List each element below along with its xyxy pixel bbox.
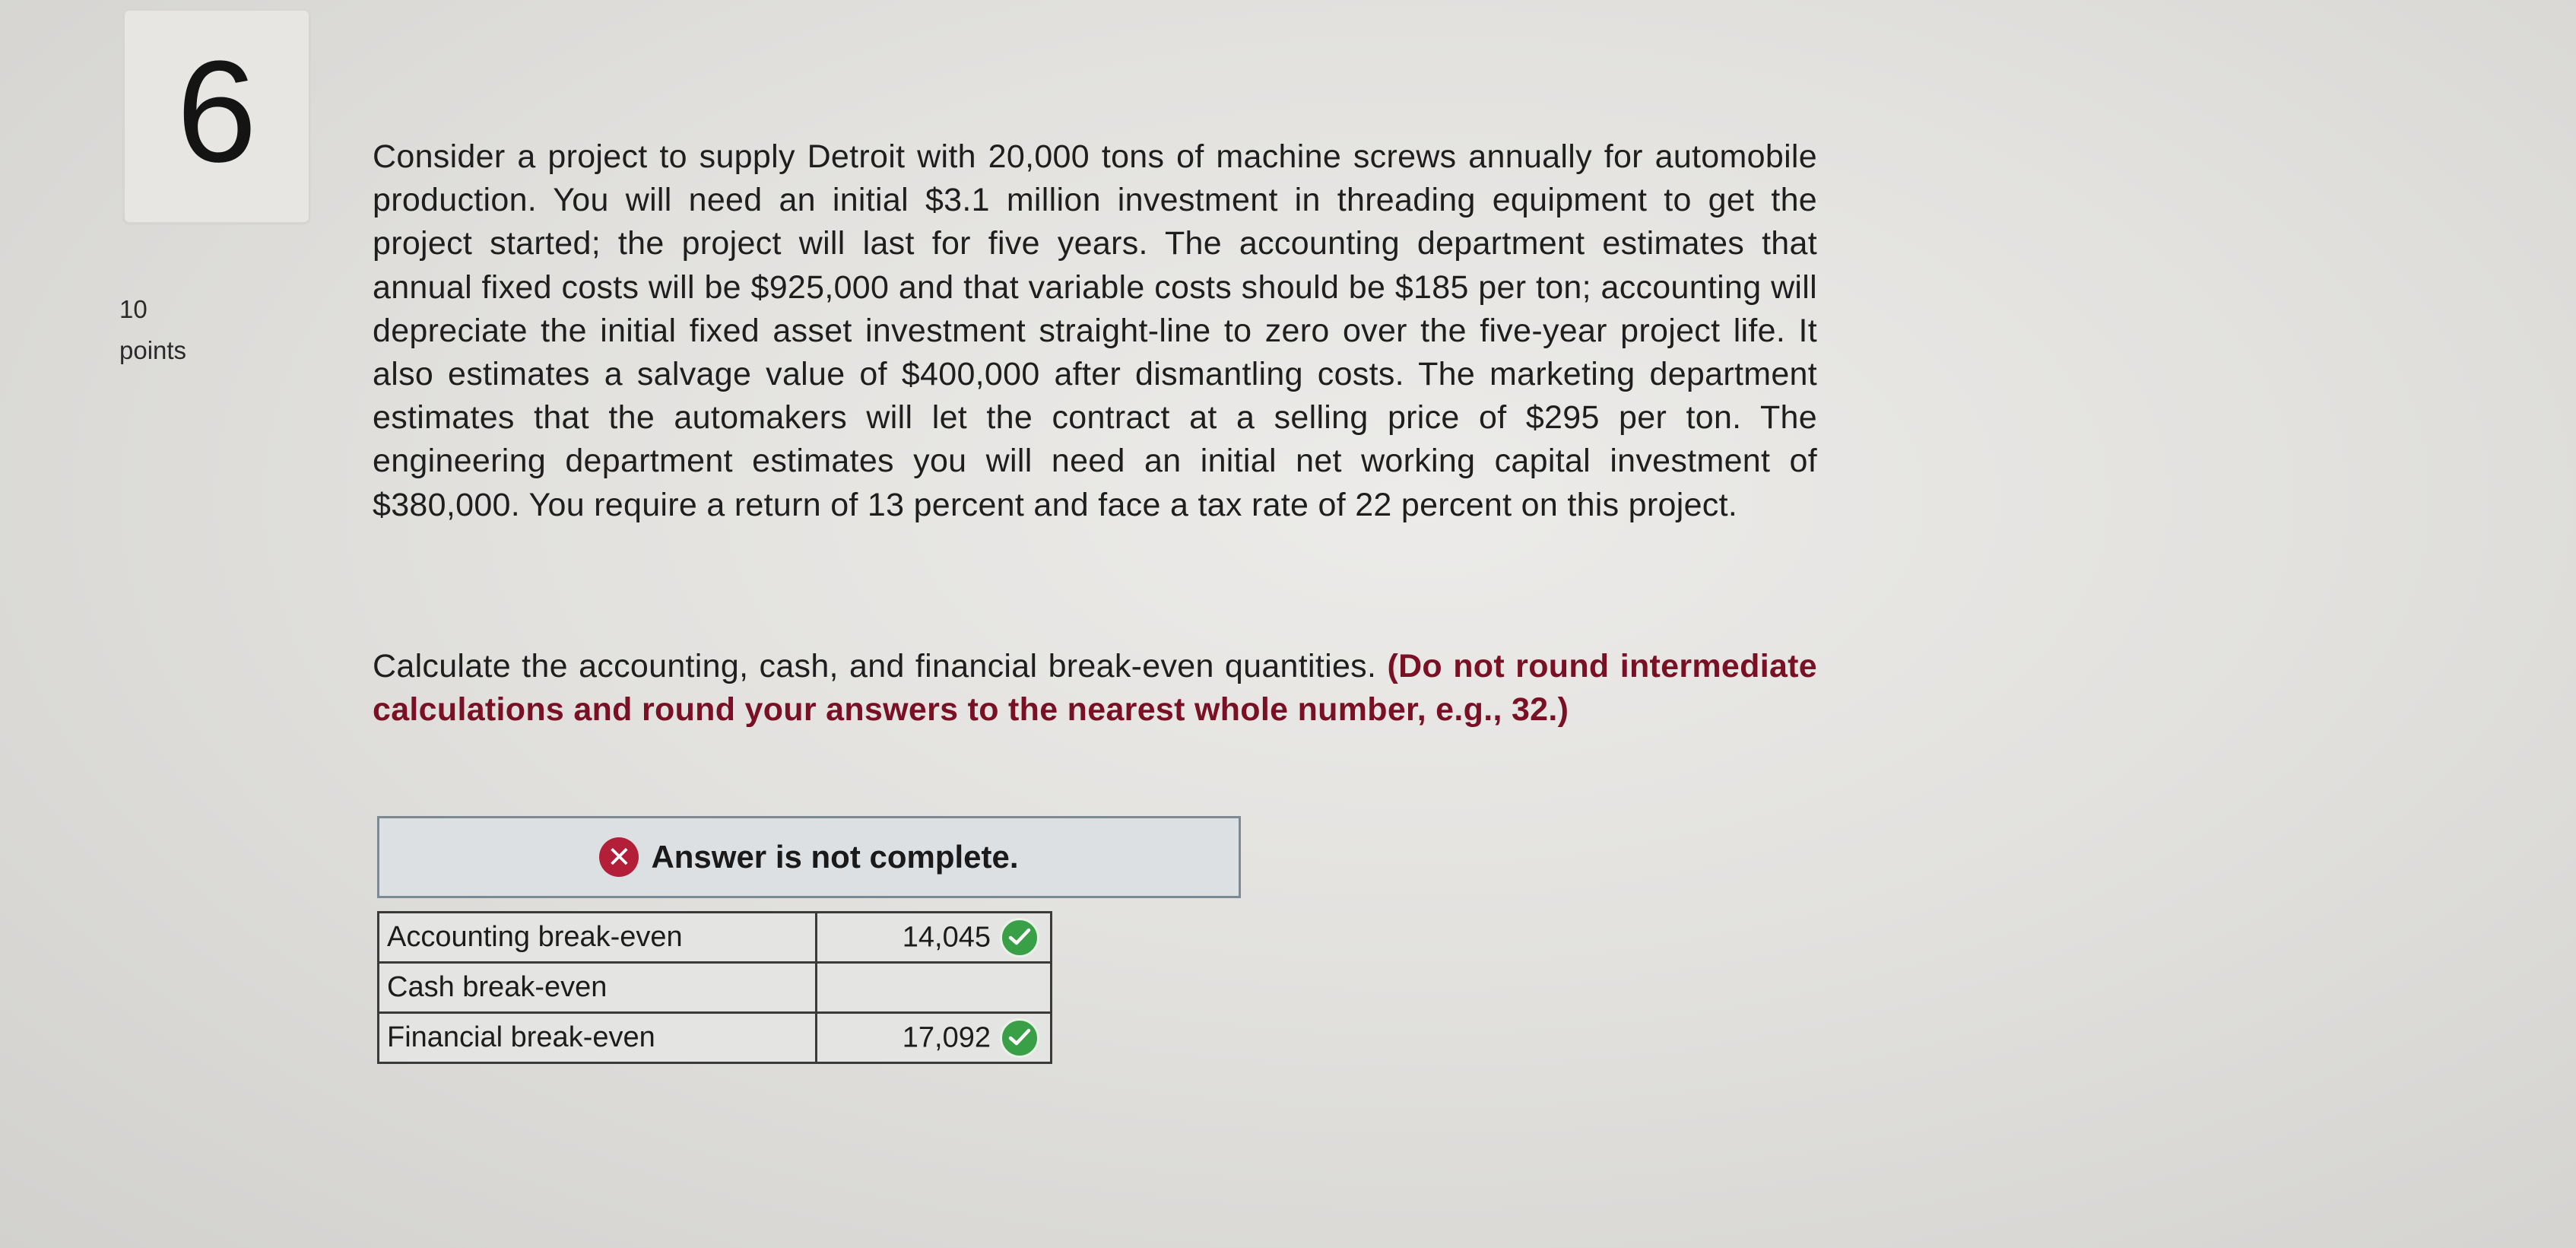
points-label: points (119, 336, 187, 364)
answer-input-financial-break-even[interactable] (816, 1013, 1051, 1063)
table-row (379, 913, 1052, 963)
answer-value: 17,092 (902, 1021, 991, 1053)
table-row (379, 1013, 1052, 1063)
answer-status-text: Answer is not complete. (651, 839, 1019, 875)
question-number-box (123, 9, 310, 224)
check-circle-icon (1000, 918, 1039, 957)
points-value: 10 (119, 295, 148, 323)
instruction-bold-note: (Do not round intermediate calculations and round your answers to the nearest whole number, e.g., 32.) (373, 648, 1817, 729)
row-label-financial-break-even: Financial break-even (379, 1013, 817, 1063)
answer-input-cash-break-even[interactable] (816, 963, 1051, 1013)
question-number: 6 (176, 31, 257, 192)
instructions (373, 645, 1817, 732)
answer-status-banner (377, 816, 1241, 898)
check-circle-icon (1000, 1018, 1039, 1058)
answer-table (377, 911, 1052, 1064)
answer-input-accounting-break-even[interactable] (816, 913, 1051, 963)
row-label-accounting-break-even: Accounting break-even (379, 913, 817, 963)
instruction-text: Calculate the accounting, cash, and financial break-even quantities. (373, 648, 1377, 684)
points-indicator (119, 289, 186, 371)
row-label-cash-break-even: Cash break-even (379, 963, 817, 1013)
table-row (379, 963, 1052, 1013)
question-text: Consider a project to supply Detroit with 20,000 tons of machine screws annually for automobile production. You will need an initial $3.1 million investment in threading equipment to get the project started; the project will last for five years. The accounting department estimates that annual fixed costs will be $925,000 and that variable costs should be $185 per ton; accounting will depreciate the initial fixed asset investment straight-line to zero over the five-year project life. It also estimates a salvage value of $400,000 after dismantling costs. The marketing department estimates that the automakers will let the contract at a selling price of $295 per ton. The engineering department estimates you will need an initial net working capital investment of $380,000. You require a return of 13 percent and face a tax rate of 22 percent on this project. (373, 138, 1817, 523)
x-circle-icon: ✕ (599, 837, 639, 877)
answer-value: 14,045 (902, 921, 991, 953)
